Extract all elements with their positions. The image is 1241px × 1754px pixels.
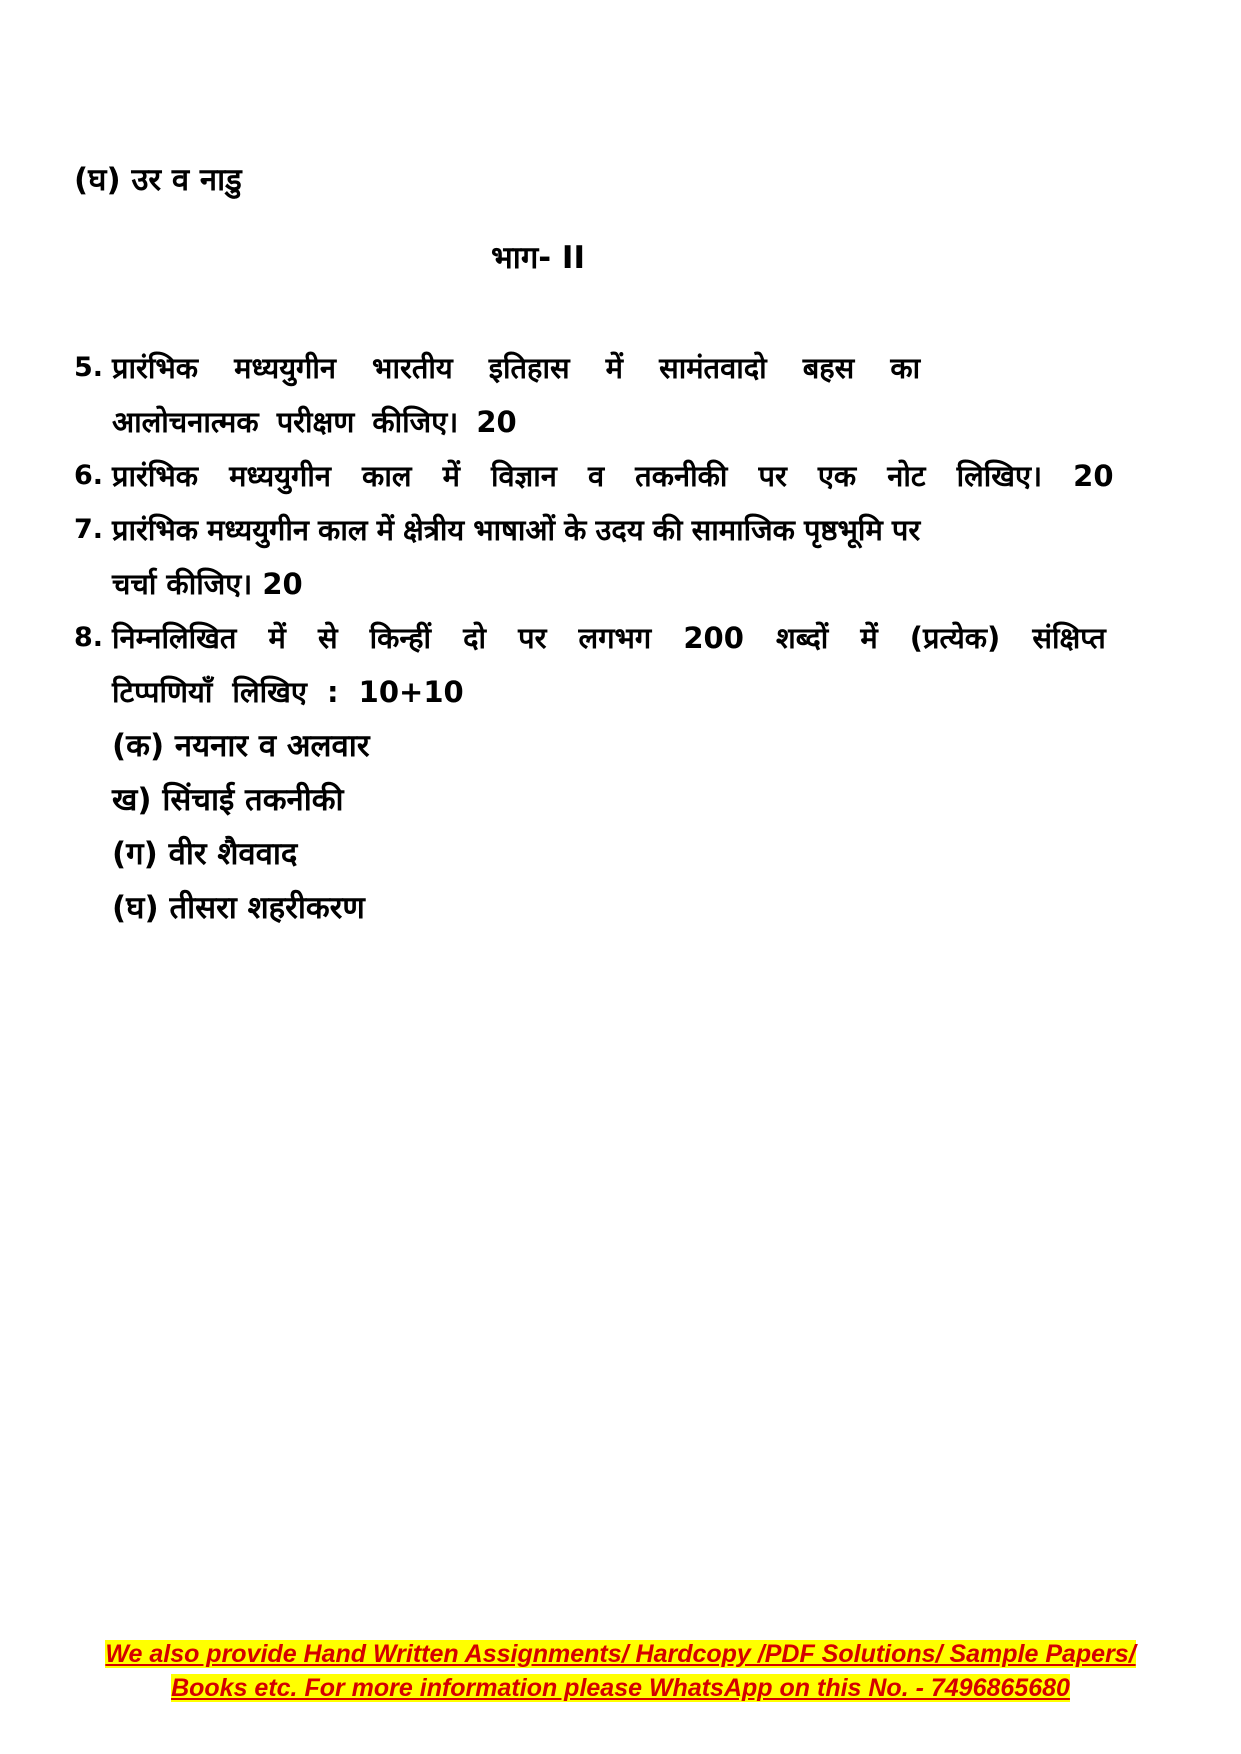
question-6-line-1: प्रारंभिक मध्ययुगीन काल में विज्ञान व तकनीकी पर एक नोट लिखिए। 20 [112, 459, 1114, 493]
question-8-line-2: टिप्पणियाँ लिखिए : 10+10 [112, 675, 464, 709]
footer-line-1: We also provide Hand Written Assignments/ Hardcopy /PDF Solutions/ Sample Papers/ [105, 1640, 1136, 1668]
sub-item-ka: (क) नयनार व अलवार [112, 728, 370, 764]
question-number-7: 7. [74, 514, 104, 545]
footer-line-2: Books etc. For more information please WhatsApp on this No. - 7496865680 [171, 1674, 1070, 1702]
question-8-line-1: निम्नलिखित में से किन्हीं दो पर लगभग 200 शब्दों में (प्रत्येक) संक्षिप्त [112, 621, 1106, 655]
question-5-line-2: आलोचनात्मक परीक्षण कीजिए। 20 [112, 405, 517, 439]
question-number-8: 8. [74, 622, 104, 653]
question-number-6: 6. [74, 460, 104, 491]
previous-sub-item: (घ) उर व नाडु [74, 162, 242, 198]
question-number-5: 5. [74, 352, 104, 383]
section-heading: भाग- II [491, 240, 586, 276]
sub-item-gha: (घ) तीसरा शहरीकरण [112, 890, 365, 926]
question-7-line-2: चर्चा कीजिए। 20 [112, 567, 303, 601]
sub-item-kha: ख) सिंचाई तकनीकी [112, 782, 344, 818]
question-5-line-1: प्रारंभिक मध्ययुगीन भारतीय इतिहास में सामंतवादो बहस का [112, 351, 921, 385]
footer-promo [0, 1637, 1241, 1705]
question-7-line-1: प्रारंभिक मध्ययुगीन काल में क्षेत्रीय भाषाओं के उदय की सामाजिक पृष्ठभूमि पर [112, 513, 921, 547]
sub-item-ga: (ग) वीर शैववाद [112, 836, 298, 872]
